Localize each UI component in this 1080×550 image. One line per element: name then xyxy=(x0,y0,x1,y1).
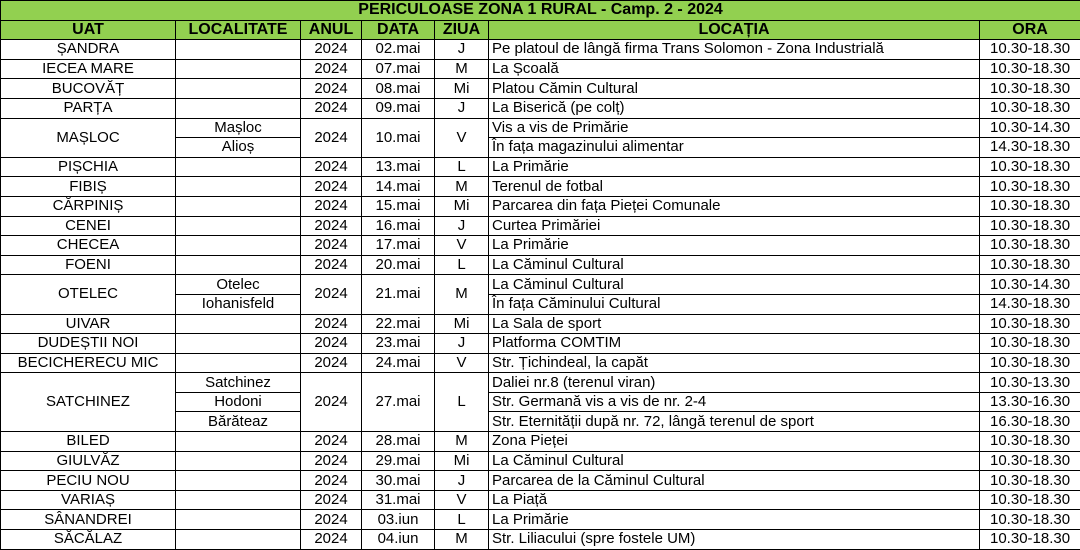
cell-anul: 2024 xyxy=(301,118,362,157)
cell-locatie: La Căminul Cultural xyxy=(489,451,980,471)
cell-localitate xyxy=(176,314,301,334)
cell-ora: 10.30-18.30 xyxy=(980,314,1080,334)
cell-ora: 13.30-16.30 xyxy=(980,392,1080,412)
cell-ziua: L xyxy=(435,373,489,432)
table-row xyxy=(1,490,1080,510)
cell-ora: 10.30-18.30 xyxy=(980,510,1080,530)
cell-locatie: În fața magazinului alimentar xyxy=(489,138,980,158)
cell-ziua: M xyxy=(435,177,489,197)
cell-locatie: Str. Eternității după nr. 72, lângă terenul de sport xyxy=(489,412,980,432)
cell-data: 04.iun xyxy=(362,530,435,550)
cell-localitate xyxy=(176,40,301,60)
cell-uat: FIBIȘ xyxy=(1,177,176,197)
cell-data: 20.mai xyxy=(362,255,435,275)
cell-localitate: Alioș xyxy=(176,138,301,158)
cell-data: 16.mai xyxy=(362,216,435,236)
cell-localitate xyxy=(176,196,301,216)
cell-data: 21.mai xyxy=(362,275,435,314)
cell-data: 23.mai xyxy=(362,334,435,354)
cell-localitate xyxy=(176,353,301,373)
cell-ziua: J xyxy=(435,216,489,236)
cell-ora: 10.30-18.30 xyxy=(980,471,1080,491)
cell-ziua: J xyxy=(435,334,489,354)
table-row xyxy=(1,157,1080,177)
cell-localitate: Hodoni xyxy=(176,392,301,412)
cell-ora: 10.30-18.30 xyxy=(980,177,1080,197)
cell-data: 07.mai xyxy=(362,59,435,79)
cell-localitate xyxy=(176,98,301,118)
cell-data: 29.mai xyxy=(362,451,435,471)
cell-ora: 10.30-18.30 xyxy=(980,40,1080,60)
cell-uat: CENEI xyxy=(1,216,176,236)
cell-ora: 10.30-18.30 xyxy=(980,59,1080,79)
cell-ora: 10.30-14.30 xyxy=(980,275,1080,295)
cell-ziua: L xyxy=(435,255,489,275)
cell-ziua: V xyxy=(435,353,489,373)
header-anul: ANUL xyxy=(301,20,362,40)
cell-locatie: Str. Liliacului (spre fostele UM) xyxy=(489,530,980,550)
cell-data: 17.mai xyxy=(362,236,435,256)
header-ziua: ZIUA xyxy=(435,20,489,40)
cell-locatie: La Biserică (pe colț) xyxy=(489,98,980,118)
table-row xyxy=(1,236,1080,256)
schedule-body xyxy=(1,40,1080,549)
cell-data: 13.mai xyxy=(362,157,435,177)
cell-anul: 2024 xyxy=(301,216,362,236)
cell-localitate xyxy=(176,255,301,275)
cell-ziua: L xyxy=(435,510,489,530)
table-row xyxy=(1,59,1080,79)
cell-uat: MAȘLOC xyxy=(1,118,176,157)
cell-locatie: Terenul de fotbal xyxy=(489,177,980,197)
cell-locatie: La Școală xyxy=(489,59,980,79)
cell-ora: 10.30-18.30 xyxy=(980,334,1080,354)
cell-anul: 2024 xyxy=(301,530,362,550)
table-row xyxy=(1,98,1080,118)
cell-data: 28.mai xyxy=(362,432,435,452)
cell-uat: ȘANDRA xyxy=(1,40,176,60)
cell-localitate xyxy=(176,530,301,550)
cell-anul: 2024 xyxy=(301,40,362,60)
table-row xyxy=(1,510,1080,530)
table-row xyxy=(1,216,1080,236)
table-row xyxy=(1,177,1080,197)
cell-anul: 2024 xyxy=(301,275,362,314)
table-row xyxy=(1,40,1080,60)
cell-uat: CHECEA xyxy=(1,236,176,256)
cell-localitate xyxy=(176,236,301,256)
cell-anul: 2024 xyxy=(301,353,362,373)
cell-localitate xyxy=(176,59,301,79)
cell-anul: 2024 xyxy=(301,471,362,491)
table-title: PERICULOASE ZONA 1 RURAL - Camp. 2 - 2024 xyxy=(1,1,1080,21)
header-uat: UAT xyxy=(1,20,176,40)
cell-uat: PIȘCHIA xyxy=(1,157,176,177)
header-ora: ORA xyxy=(980,20,1080,40)
cell-ora: 14.30-18.30 xyxy=(980,294,1080,314)
cell-locatie: În fața Căminului Cultural xyxy=(489,294,980,314)
cell-uat: IECEA MARE xyxy=(1,59,176,79)
cell-anul: 2024 xyxy=(301,79,362,99)
cell-uat: SĂCĂLAZ xyxy=(1,530,176,550)
cell-ziua: Mi xyxy=(435,196,489,216)
cell-uat: SATCHINEZ xyxy=(1,373,176,432)
cell-anul: 2024 xyxy=(301,177,362,197)
table-row xyxy=(1,451,1080,471)
cell-locatie: Platou Cămin Cultural xyxy=(489,79,980,99)
cell-anul: 2024 xyxy=(301,490,362,510)
cell-locatie: Platforma COMTIM xyxy=(489,334,980,354)
cell-uat: SÂNANDREI xyxy=(1,510,176,530)
cell-localitate: Bărăteaz xyxy=(176,412,301,432)
cell-anul: 2024 xyxy=(301,432,362,452)
cell-data: 30.mai xyxy=(362,471,435,491)
cell-data: 08.mai xyxy=(362,79,435,99)
cell-locatie: Parcarea din fața Pieței Comunale xyxy=(489,196,980,216)
header-data: DATA xyxy=(362,20,435,40)
cell-ziua: Mi xyxy=(435,79,489,99)
cell-localitate xyxy=(176,471,301,491)
cell-anul: 2024 xyxy=(301,510,362,530)
cell-anul: 2024 xyxy=(301,451,362,471)
cell-uat: PECIU NOU xyxy=(1,471,176,491)
table-row xyxy=(1,334,1080,354)
cell-locatie: Vis a vis de Primărie xyxy=(489,118,980,138)
cell-data: 10.mai xyxy=(362,118,435,157)
table-row xyxy=(1,118,1080,138)
cell-ora: 10.30-18.30 xyxy=(980,353,1080,373)
cell-anul: 2024 xyxy=(301,373,362,432)
header-localitate: LOCALITATE xyxy=(176,20,301,40)
table-row xyxy=(1,314,1080,334)
cell-ora: 10.30-13.30 xyxy=(980,373,1080,393)
cell-ziua: M xyxy=(435,59,489,79)
cell-anul: 2024 xyxy=(301,157,362,177)
cell-locatie: La Sala de sport xyxy=(489,314,980,334)
cell-locatie: Curtea Primăriei xyxy=(489,216,980,236)
cell-uat: GIULVĂZ xyxy=(1,451,176,471)
cell-ora: 10.30-18.30 xyxy=(980,432,1080,452)
header-row xyxy=(1,20,1080,40)
cell-ziua: J xyxy=(435,471,489,491)
cell-ziua: M xyxy=(435,530,489,550)
cell-data: 02.mai xyxy=(362,40,435,60)
cell-ziua: M xyxy=(435,275,489,314)
cell-localitate: Iohanisfeld xyxy=(176,294,301,314)
cell-ora: 10.30-18.30 xyxy=(980,451,1080,471)
cell-anul: 2024 xyxy=(301,196,362,216)
cell-anul: 2024 xyxy=(301,255,362,275)
cell-ora: 10.30-18.30 xyxy=(980,98,1080,118)
cell-anul: 2024 xyxy=(301,314,362,334)
cell-data: 03.iun xyxy=(362,510,435,530)
cell-ziua: V xyxy=(435,236,489,256)
cell-ora: 16.30-18.30 xyxy=(980,412,1080,432)
cell-locatie: Zona Pieței xyxy=(489,432,980,452)
table-row xyxy=(1,530,1080,550)
cell-data: 27.mai xyxy=(362,373,435,432)
cell-ziua: V xyxy=(435,490,489,510)
cell-data: 15.mai xyxy=(362,196,435,216)
cell-localitate xyxy=(176,216,301,236)
table-row xyxy=(1,471,1080,491)
cell-ora: 10.30-14.30 xyxy=(980,118,1080,138)
cell-ora: 10.30-18.30 xyxy=(980,216,1080,236)
table-row xyxy=(1,79,1080,99)
cell-ora: 14.30-18.30 xyxy=(980,138,1080,158)
cell-uat: UIVAR xyxy=(1,314,176,334)
cell-uat: BUCOVĂȚ xyxy=(1,79,176,99)
cell-uat: BECICHERECU MIC xyxy=(1,353,176,373)
cell-data: 22.mai xyxy=(362,314,435,334)
cell-locatie: Daliei nr.8 (terenul viran) xyxy=(489,373,980,393)
cell-localitate xyxy=(176,490,301,510)
cell-localitate xyxy=(176,334,301,354)
cell-ora: 10.30-18.30 xyxy=(980,157,1080,177)
cell-localitate xyxy=(176,451,301,471)
cell-ziua: L xyxy=(435,157,489,177)
cell-localitate xyxy=(176,432,301,452)
cell-localitate: Otelec xyxy=(176,275,301,295)
cell-localitate: Mașloc xyxy=(176,118,301,138)
cell-uat: VARIAȘ xyxy=(1,490,176,510)
cell-ora: 10.30-18.30 xyxy=(980,196,1080,216)
cell-locatie: Parcarea de la Căminul Cultural xyxy=(489,471,980,491)
cell-locatie: La Căminul Cultural xyxy=(489,255,980,275)
cell-ora: 10.30-18.30 xyxy=(980,255,1080,275)
cell-ora: 10.30-18.30 xyxy=(980,236,1080,256)
cell-locatie: La Primărie xyxy=(489,510,980,530)
table-row xyxy=(1,196,1080,216)
cell-ziua: V xyxy=(435,118,489,157)
cell-data: 24.mai xyxy=(362,353,435,373)
cell-anul: 2024 xyxy=(301,334,362,354)
cell-data: 09.mai xyxy=(362,98,435,118)
cell-localitate xyxy=(176,157,301,177)
cell-uat: BILED xyxy=(1,432,176,452)
cell-uat: OTELEC xyxy=(1,275,176,314)
cell-locatie: Str. Germană vis a vis de nr. 2-4 xyxy=(489,392,980,412)
cell-data: 31.mai xyxy=(362,490,435,510)
cell-localitate xyxy=(176,177,301,197)
table-row xyxy=(1,432,1080,452)
cell-data: 14.mai xyxy=(362,177,435,197)
cell-uat: CĂRPINIȘ xyxy=(1,196,176,216)
cell-locatie: La Căminul Cultural xyxy=(489,275,980,295)
cell-locatie: Str. Țichindeal, la capăt xyxy=(489,353,980,373)
cell-locatie: La Primărie xyxy=(489,236,980,256)
cell-ziua: J xyxy=(435,98,489,118)
table-row xyxy=(1,275,1080,295)
cell-ziua: Mi xyxy=(435,451,489,471)
cell-anul: 2024 xyxy=(301,236,362,256)
cell-anul: 2024 xyxy=(301,98,362,118)
cell-localitate xyxy=(176,510,301,530)
table-row xyxy=(1,373,1080,393)
header-locatia: LOCAȚIA xyxy=(489,20,980,40)
cell-localitate: Satchinez xyxy=(176,373,301,393)
cell-ziua: M xyxy=(435,432,489,452)
cell-locatie: La Primărie xyxy=(489,157,980,177)
table-row xyxy=(1,353,1080,373)
cell-ora: 10.30-18.30 xyxy=(980,79,1080,99)
cell-uat: DUDEȘTII NOI xyxy=(1,334,176,354)
cell-locatie: Pe platoul de lângă firma Trans Solomon - Zona Industrială xyxy=(489,40,980,60)
cell-ora: 10.30-18.30 xyxy=(980,490,1080,510)
cell-ziua: J xyxy=(435,40,489,60)
cell-anul: 2024 xyxy=(301,59,362,79)
table-row xyxy=(1,255,1080,275)
cell-locatie: La Piață xyxy=(489,490,980,510)
cell-ziua: Mi xyxy=(435,314,489,334)
cell-uat: FOENI xyxy=(1,255,176,275)
cell-localitate xyxy=(176,79,301,99)
cell-ora: 10.30-18.30 xyxy=(980,530,1080,550)
cell-uat: PARȚA xyxy=(1,98,176,118)
